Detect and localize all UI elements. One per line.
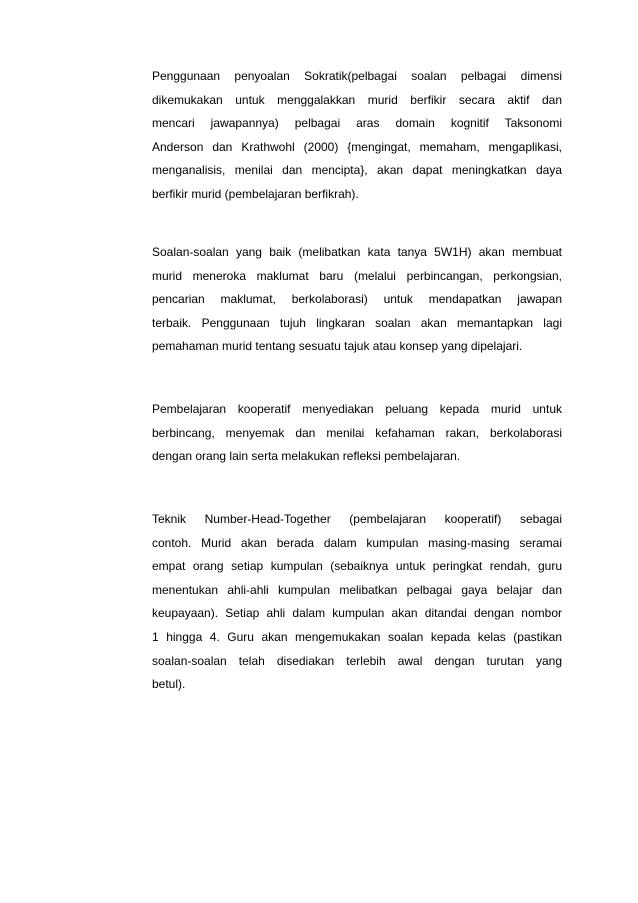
text-line: dikemukakan untuk menggalakkan murid berfikir secara aktif dan xyxy=(152,92,562,107)
text-line: keupayaan). Setiap ahli dalam kumpulan akan ditandai dengan nombor xyxy=(152,606,562,621)
text-line: contoh. Murid akan berada dalam kumpulan masing-masing seramai xyxy=(152,535,562,550)
text-line: menganalisis, menilai dan mencipta}, akan dapat meningkatkan daya xyxy=(152,163,562,178)
text-line: berbincang, menyemak dan menilai kefahaman rakan, berkolaborasi xyxy=(152,425,562,440)
text-line: pencarian maklumat, berkolaborasi) untuk mendapatkan jawapan xyxy=(152,292,562,307)
text-line: Teknik Number-Head-Together (pembelajaran kooperatif) sebagai xyxy=(152,512,562,526)
text-line: pemahaman murid tentang sesuatu tajuk atau konsep yang dipelajari. xyxy=(152,339,523,354)
text-line: 1 hingga 4. Guru akan mengemukakan soalan kepada kelas (pastikan xyxy=(152,629,562,644)
paragraph-cooperative-learning xyxy=(152,398,562,469)
text-line: soalan-soalan telah disediakan terlebih awal dengan turutan yang xyxy=(152,653,562,668)
paragraph-good-questions xyxy=(152,241,562,359)
text-line: mencari jawapannya) pelbagai aras domain kognitif Taksonomi xyxy=(152,116,562,131)
text-line: Anderson dan Krathwohl (2000) {mengingat, memaham, mengaplikasi, xyxy=(152,139,562,154)
text-line: berfikir murid (pembelajaran berfikrah). xyxy=(152,186,359,201)
text-line: Pembelajaran kooperatif menyediakan peluang kepada murid untuk xyxy=(152,402,562,416)
text-line: betul). xyxy=(152,677,186,692)
text-line: Penggunaan penyoalan Sokratik(pelbagai soalan pelbagai dimensi xyxy=(152,69,562,83)
text-line: menentukan ahli-ahli kumpulan melibatkan pelbagai gaya belajar dan xyxy=(152,582,562,597)
text-line: murid meneroka maklumat baru (melalui perbincangan, perkongsian, xyxy=(152,268,562,283)
text-line: terbaik. Penggunaan tujuh lingkaran soalan akan memantapkan lagi xyxy=(152,315,562,330)
paragraph-number-head-together xyxy=(152,508,562,697)
text-line: dengan orang lain serta melakukan refleksi pembelajaran. xyxy=(152,449,461,464)
text-line: empat orang setiap kumpulan (sebaiknya untuk peringkat rendah, guru xyxy=(152,559,562,574)
text-line: Soalan-soalan yang baik (melibatkan kata tanya 5W1H) akan membuat xyxy=(152,245,562,259)
paragraph-socratic-questioning xyxy=(152,65,562,207)
